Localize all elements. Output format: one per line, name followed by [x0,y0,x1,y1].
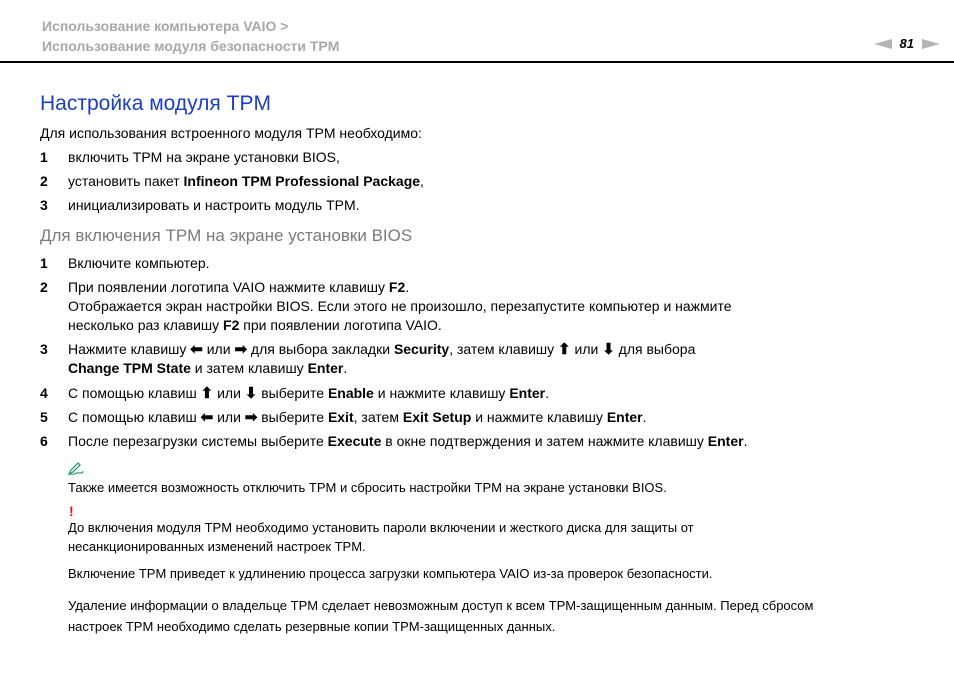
text-segment: Нажмите клавишу [68,341,191,357]
arrow-up-icon: ⬆ [558,341,571,358]
arrow-down-icon: ⬇ [602,341,615,358]
text-segment: в окне подтверждения и затем нажмите клавишу [381,433,708,449]
text-segment: для выбора [614,341,696,357]
text-segment: . [642,409,647,425]
text-segment: при появлении логотипа VAIO. [239,317,442,333]
page-title: Настройка модуля TPM [40,92,271,115]
breadcrumb [42,16,339,56]
intro-text: Для использования встроенного модуля TPM необходимо: [40,125,422,141]
procedure-step [40,340,888,378]
procedure-step [40,432,888,451]
text-segment: и нажмите клавишу [471,409,607,425]
warning-line: Удаление информации о владельце TPM сделает невозможным доступ к всем TPM-защищенным данным. Перед сбросом [68,598,814,613]
breadcrumb-line-2[interactable]: Использование модуля безопасности TPM [42,38,340,54]
text-segment: , затем клавишу [449,341,559,357]
step-number: 6 [40,433,48,449]
note-text: Также имеется возможность отключить TPM и сбросить настройки TPM на экране установки BIOS. [68,480,667,495]
warning-text [68,518,694,556]
key-name: Enter [307,360,344,376]
text-segment: При появлении логотипа VAIO нажмите клавишу [68,279,389,295]
list-item [40,148,888,167]
arrow-right-icon: ➡ [244,409,258,426]
page-number: 81 [899,36,914,51]
step-number: 2 [40,279,48,295]
header-divider [0,61,954,63]
warning-line: До включения модуля TPM необходимо установить пароли включении и жесткого диска для защиты от [68,520,694,535]
page-navigation [874,36,940,51]
option-name: Change TPM State [68,360,191,376]
list-number: 3 [40,197,48,213]
text-segment: . [545,385,550,401]
text-segment: или [202,341,235,357]
text-segment: выберите [257,409,328,425]
warning-text: Включение TPM приведет к удлинению процесса загрузки компьютера VAIO из-за проверок безопасности. [68,566,713,581]
list-text: включить TPM на экране установки BIOS, [68,149,340,165]
procedure-step [40,408,888,427]
key-name: F2 [388,279,406,295]
key-name: Enter [509,385,546,401]
step-text [68,432,888,451]
list-item [40,172,888,191]
procedure-step [40,278,888,335]
text-segment: , затем [353,409,403,425]
text-segment: и затем клавишу [190,360,308,376]
list-text: инициализировать и настроить модуль TPM. [68,197,360,213]
text-segment: и нажмите клавишу [373,385,510,401]
arrow-down-icon: ⬇ [244,385,258,402]
warning-line: несанкционированных изменений настроек TPM. [68,539,366,554]
arrow-right-icon: ➡ [234,341,248,358]
text-segment: . [343,360,348,376]
text-segment: несколько раз клавишу [68,317,224,333]
text-segment: или [213,409,245,425]
arrow-left-icon: ⬅ [190,341,203,358]
text-segment: , [420,173,424,189]
text-segment: С помощью клавиш [68,409,201,425]
arrow-up-icon: ⬆ [200,385,214,402]
text-segment: или [213,385,245,401]
step-text [68,278,888,335]
breadcrumb-line-1[interactable]: Использование компьютера VAIO > [42,18,289,34]
key-name: Enter [606,409,643,425]
list-number: 2 [40,173,48,189]
list-text [68,172,888,191]
text-segment: После перезагрузки системы выберите [68,433,328,449]
step-number: 1 [40,255,48,271]
step-text [68,384,888,403]
text-segment: Отображается экран настройки BIOS. Если этого не произошло, перезапустите компьютер и нажмите [68,298,732,314]
list-item [40,196,888,215]
text-segment: или [570,341,603,357]
tab-name: Exit [327,409,354,425]
text-segment: для выбора закладки [247,341,394,357]
key-name: F2 [223,317,240,333]
package-name: Infineon TPM Professional Package [183,173,421,189]
arrow-left-icon: ⬅ [200,409,214,426]
list-number: 1 [40,149,48,165]
procedure-step [40,384,888,403]
procedure-step [40,254,888,273]
step-number: 3 [40,341,48,357]
option-name: Execute [327,433,382,449]
step-text [68,408,888,427]
option-name: Exit Setup [402,409,472,425]
text-segment: установить пакет [68,173,184,189]
step-number: 5 [40,409,48,425]
step-text [68,340,888,378]
text-segment: . [743,433,748,449]
option-name: Enable [327,385,374,401]
triangle-right-icon[interactable] [922,39,940,49]
section-subheading: Для включения TPM на экране установки BIOS [40,226,413,245]
text-segment: С помощью клавиш [68,385,201,401]
warning-text [68,595,813,637]
step-number: 4 [40,385,48,401]
pencil-note-icon [68,462,84,476]
tab-name: Security [393,341,450,357]
warning-line: настроек TPM необходимо сделать резервные копии TPM-защищенных данных. [68,619,556,634]
text-segment: . [405,279,410,295]
step-text: Включите компьютер. [68,255,210,271]
triangle-left-icon[interactable] [874,39,892,49]
key-name: Enter [707,433,744,449]
text-segment: выберите [257,385,328,401]
warning-icon: ! [69,503,74,519]
